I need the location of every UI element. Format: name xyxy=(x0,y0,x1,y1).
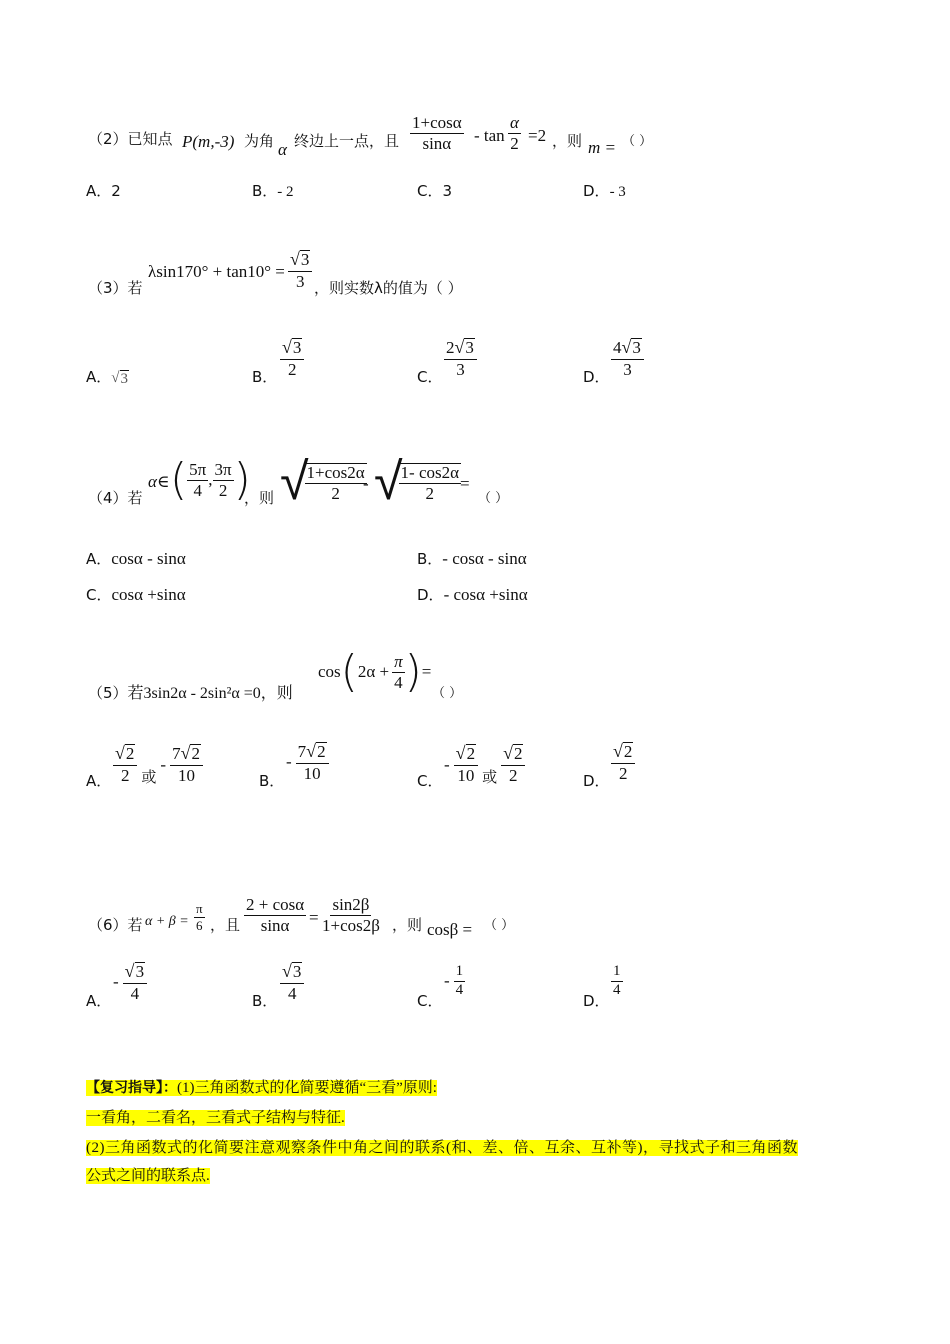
sqrt-icon: √ xyxy=(280,452,309,512)
q4-answer-paren: （ ） xyxy=(478,491,509,506)
q3-option-a[interactable] xyxy=(86,366,129,388)
q6-answer-paren: （ ） xyxy=(484,918,515,933)
q5-option-c[interactable] xyxy=(444,742,525,787)
q6-pi-den: 6 xyxy=(196,917,203,933)
option-rad: 3 xyxy=(135,962,145,981)
option-rad: 2 xyxy=(191,744,200,764)
sqrt-icon: √ xyxy=(621,337,632,357)
q6-fraction-1 xyxy=(244,896,306,935)
option-den: 10 xyxy=(303,763,321,783)
q4-radical-2 xyxy=(374,452,461,512)
q6-option-c[interactable] xyxy=(444,964,465,999)
q4-eq: = xyxy=(460,474,470,493)
sqrt-icon: √ xyxy=(282,337,292,357)
option-rad: 2 xyxy=(317,742,326,761)
q2-frac1-den: sinα xyxy=(422,133,452,153)
option-sign: - xyxy=(113,972,119,992)
option-label: C． xyxy=(417,182,443,200)
option-rad: 3 xyxy=(120,371,128,387)
q4-f2-den: 2 xyxy=(218,480,228,500)
review-guide-line-3 xyxy=(86,1136,798,1157)
q6-sum: α + β = xyxy=(145,914,189,929)
q2-frac1-num: 1+cosα xyxy=(412,113,462,132)
option-sign: - xyxy=(444,971,450,991)
q5-option-a-label[interactable]: A． xyxy=(86,772,112,790)
option-label: D． xyxy=(583,182,610,200)
option-label: A． xyxy=(86,182,112,200)
q5-cos: cos xyxy=(318,662,341,681)
review-guide-text-3: (2)三角函数式的化简要注意观察条件中角之间的联系(和、差、倍、互余、互补等)，寻找式子和三角函数 xyxy=(86,1140,798,1156)
option-den: 4 xyxy=(613,981,621,998)
option-rad: 3 xyxy=(465,338,474,357)
option-value: 2 xyxy=(111,182,121,200)
sqrt-icon: √ xyxy=(180,743,191,764)
q6-f2-den: 1+cos2β xyxy=(322,915,380,935)
sqrt-icon: √ xyxy=(290,249,300,269)
q3-stem xyxy=(88,277,143,298)
left-paren-icon: ( xyxy=(340,646,358,697)
option-den: 10 xyxy=(178,765,196,785)
option-rad: 2 xyxy=(513,744,523,764)
right-paren-icon: ) xyxy=(233,454,251,505)
sqrt-icon: √ xyxy=(115,743,125,764)
option-rad: 3 xyxy=(292,338,302,357)
q3-option-b-label[interactable]: B． xyxy=(252,368,278,386)
option-sign: - xyxy=(444,754,450,774)
option-label: A． xyxy=(86,550,112,568)
q5-option-b[interactable] xyxy=(286,742,329,783)
q3-option-c-label[interactable]: C． xyxy=(417,368,443,386)
q4-comma: , xyxy=(208,470,213,489)
option-label: A． xyxy=(86,368,112,386)
q4-option-d[interactable] xyxy=(417,584,528,605)
q4-alpha-in: α∈ xyxy=(148,472,170,491)
q3-option-d-label[interactable]: D． xyxy=(583,368,610,386)
q3-option-b[interactable] xyxy=(280,338,304,379)
option-coef: 7 xyxy=(172,744,181,764)
q2-option-d[interactable] xyxy=(583,180,626,201)
or-text: 或 xyxy=(482,768,498,786)
sqrt-icon: √ xyxy=(374,452,403,512)
q4-minus: - xyxy=(363,474,369,493)
q3-text-2: ，则实数λ的值为（ ） xyxy=(314,279,463,297)
q4-number: （4） xyxy=(88,489,128,507)
right-paren-icon: ) xyxy=(404,646,422,697)
q6-option-b-label[interactable]: B． xyxy=(252,992,278,1010)
q2-stem xyxy=(88,128,173,149)
sqrt-icon: √ xyxy=(455,743,466,764)
option-rad: 2 xyxy=(125,744,135,764)
q4-option-b[interactable] xyxy=(417,548,527,569)
review-guide-text-2: 一看角，二看名，三看式子结构与特征. xyxy=(86,1110,345,1126)
q5-option-d[interactable] xyxy=(611,742,635,783)
q6-eq: = xyxy=(309,908,319,927)
q3-rad: 3 xyxy=(300,250,310,269)
option-label: B． xyxy=(252,182,278,200)
q2-fraction-1 xyxy=(410,114,464,153)
option-den: 10 xyxy=(457,765,475,785)
q4-interval xyxy=(170,454,251,505)
option-value: - cosα +sinα xyxy=(443,585,528,604)
option-value: cosα - sinα xyxy=(111,549,186,568)
q3-den: 3 xyxy=(295,271,305,291)
q2-text-4: ，则 xyxy=(552,132,583,150)
review-guide-text-4: 公式之间的联系点. xyxy=(86,1168,210,1184)
q3-expression: λsin170° + tan10° = xyxy=(148,262,285,281)
q6-option-c-label[interactable]: C． xyxy=(417,992,443,1010)
q6-option-d[interactable] xyxy=(611,964,623,999)
q6-pi-num: π xyxy=(196,901,203,916)
q2-eq-2: =2 xyxy=(528,126,547,145)
review-guide-text-1: (1)三角函数式的化简要遵循“三看”原则: xyxy=(177,1080,437,1096)
option-den: 3 xyxy=(456,359,465,379)
q6-option-a-label[interactable]: A． xyxy=(86,992,112,1010)
option-den: 4 xyxy=(455,981,464,998)
q5-option-d-label[interactable]: D． xyxy=(583,772,610,790)
q5-number: （5） xyxy=(88,684,128,702)
q6-f2-num: sin2β xyxy=(332,895,370,914)
q2-number: （2） xyxy=(88,130,128,148)
option-label: D． xyxy=(417,586,444,604)
q5-cos-expr xyxy=(318,646,432,697)
q4-option-c[interactable] xyxy=(86,584,186,605)
q4-stem xyxy=(88,487,143,508)
option-value: - cosα - sinα xyxy=(442,549,527,568)
option-rad: 2 xyxy=(466,744,476,764)
q5-eq: = xyxy=(421,662,432,681)
q3-text-1: 若 xyxy=(127,279,143,297)
option-den: 4 xyxy=(130,983,140,1003)
q6-pi-fraction xyxy=(194,902,205,932)
option-sign: - xyxy=(160,754,167,774)
q2-option-c[interactable] xyxy=(417,180,452,201)
q2-frac2-den: 2 xyxy=(510,133,519,153)
q4-f2-num: 3π xyxy=(214,459,232,479)
q2-frac2-num: α xyxy=(510,113,519,132)
option-value: - 2 xyxy=(277,184,294,200)
q2-point: P(m,-3) xyxy=(182,132,235,151)
q6-option-d-label[interactable]: D． xyxy=(583,992,610,1010)
q4-text-2: ，则 xyxy=(244,489,275,507)
option-label: C． xyxy=(86,586,112,604)
option-den: 3 xyxy=(623,359,632,379)
option-coef: 4 xyxy=(613,338,622,357)
q6-text-3: ，则 xyxy=(392,916,423,934)
sqrt-icon: √ xyxy=(306,741,317,761)
sqrt-icon: √ xyxy=(124,961,135,981)
option-value: cosα +sinα xyxy=(111,585,186,604)
option-den: 2 xyxy=(618,763,628,783)
option-rad: 3 xyxy=(632,338,641,357)
sqrt-icon: √ xyxy=(503,743,513,764)
option-den: 2 xyxy=(287,359,297,379)
option-label: B． xyxy=(417,550,443,568)
q4-radical-1 xyxy=(280,452,367,512)
option-coef: 2 xyxy=(446,338,455,357)
sqrt-icon: √ xyxy=(613,741,623,761)
q3-fraction xyxy=(288,250,312,291)
q2-text-1: 已知点 xyxy=(127,130,173,148)
left-paren-icon: ( xyxy=(170,454,188,505)
q6-text-1: 若 xyxy=(127,916,143,934)
option-num: 1 xyxy=(611,964,623,982)
q6-stem xyxy=(88,914,143,935)
q4-option-a[interactable] xyxy=(86,548,186,569)
q6-fraction-2 xyxy=(320,896,382,935)
review-guide-line-4 xyxy=(86,1164,210,1185)
q2-option-a[interactable] xyxy=(86,180,121,201)
q6-cosb: cosβ = xyxy=(427,920,473,939)
sqrt-icon: √ xyxy=(282,961,292,981)
option-den: 4 xyxy=(287,983,297,1003)
option-rad: 2 xyxy=(623,742,633,761)
q3-number: （3） xyxy=(88,279,128,297)
q4-r1-num: 1+cos2α xyxy=(306,463,365,483)
q5-inner: 2α + xyxy=(357,662,390,681)
q4-r2-num: 1- cos2α xyxy=(400,463,460,483)
q5-option-c-label[interactable]: C． xyxy=(417,772,443,790)
q5-text-1: 若3sin2α - 2sin²α =0，则 xyxy=(127,685,293,702)
q4-text-1: 若 xyxy=(127,489,143,507)
sqrt-icon: √ xyxy=(111,370,120,386)
q3-option-c[interactable] xyxy=(444,338,477,379)
sqrt-icon: √ xyxy=(454,337,465,357)
q5-answer-paren: （ ） xyxy=(432,686,463,701)
q5-option-b-label[interactable]: B． xyxy=(259,772,285,790)
q3-option-d[interactable] xyxy=(611,338,644,379)
q5-f-den: 4 xyxy=(394,672,403,692)
q4-r1-den: 2 xyxy=(331,484,340,503)
q2-fraction-2 xyxy=(508,114,521,153)
q2-answer-paren: （ ） xyxy=(622,134,653,149)
q6-number: （6） xyxy=(88,916,128,934)
option-rad: 3 xyxy=(292,962,302,981)
option-den: 2 xyxy=(509,765,518,785)
option-value: 3 xyxy=(442,182,453,200)
q2-text-3: 终边上一点，且 xyxy=(294,132,400,150)
q2-alpha: α xyxy=(278,140,287,159)
review-guide-title: 【复习指导】： xyxy=(86,1080,177,1096)
option-num: 1 xyxy=(454,964,466,982)
q6-f1-den: sinα xyxy=(260,915,290,935)
q6-f1-num: 2 + cosα xyxy=(246,895,305,914)
option-sign: - xyxy=(286,752,292,772)
q6-option-b[interactable] xyxy=(280,962,304,1003)
q5-option-a[interactable] xyxy=(113,742,203,787)
q4-f1-num: 5π xyxy=(189,459,207,479)
q2-text-2: 为角 xyxy=(244,132,275,150)
q2-m-eq: m = xyxy=(588,138,616,157)
option-den: 2 xyxy=(120,765,130,785)
q6-text-2: ，且 xyxy=(210,916,241,934)
q2-minus-tan: - tan xyxy=(474,126,505,145)
q5-f-num: π xyxy=(394,651,403,671)
q6-option-a[interactable] xyxy=(113,962,147,1003)
q2-option-b[interactable] xyxy=(252,180,294,201)
review-guide-line-1 xyxy=(86,1076,437,1097)
q4-r2-den: 2 xyxy=(425,484,435,503)
option-value: - 3 xyxy=(609,184,626,200)
option-coef: 7 xyxy=(297,742,307,761)
or-text: 或 xyxy=(141,768,157,786)
q4-f1-den: 4 xyxy=(193,480,202,500)
review-guide-line-2 xyxy=(86,1106,345,1127)
q5-stem xyxy=(88,680,293,703)
